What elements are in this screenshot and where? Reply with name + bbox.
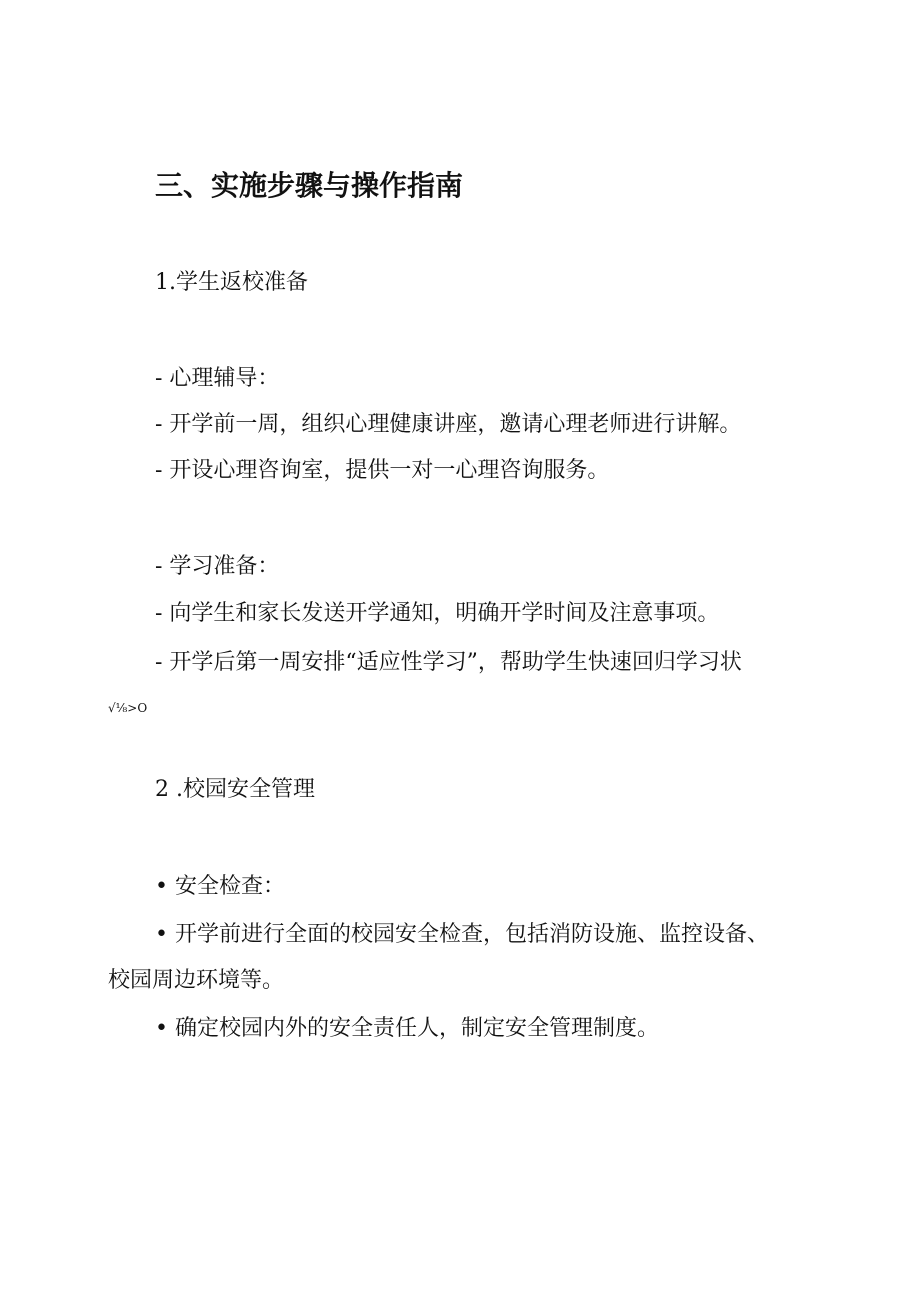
section-title: 三、实施步骤与操作指南 bbox=[155, 169, 464, 202]
safety-check-item-continuation: 校园周边环境等。 bbox=[108, 968, 285, 993]
safety-check-label: • 安全检查： bbox=[155, 874, 285, 899]
safety-check-item: • 开学前进行全面的校园安全检查，包括消防设施、监控设备、 bbox=[155, 922, 769, 947]
psych-item: - 开学前一周，组织心理健康讲座，邀请心理老师进行讲解。 bbox=[155, 412, 742, 437]
subsection-2-title: 2 .校园安全管理 bbox=[155, 777, 315, 802]
safety-check-item: • 确定校园内外的安全责任人，制定安全管理制度。 bbox=[155, 1016, 659, 1041]
study-label: - 学习准备： bbox=[155, 554, 280, 579]
study-item: - 向学生和家长发送开学通知，明确开学时间及注意事项。 bbox=[155, 601, 720, 626]
psych-label: - 心理辅导： bbox=[155, 366, 280, 391]
study-item: - 开学后第一周安排“适应性学习”，帮助学生快速回归学习状 bbox=[155, 650, 742, 675]
study-item-tail: √⅛>O bbox=[108, 701, 148, 715]
subsection-1-title: 1.学生返校准备 bbox=[155, 270, 308, 295]
psych-item: - 开设心理咨询室，提供一对一心理咨询服务。 bbox=[155, 458, 610, 483]
